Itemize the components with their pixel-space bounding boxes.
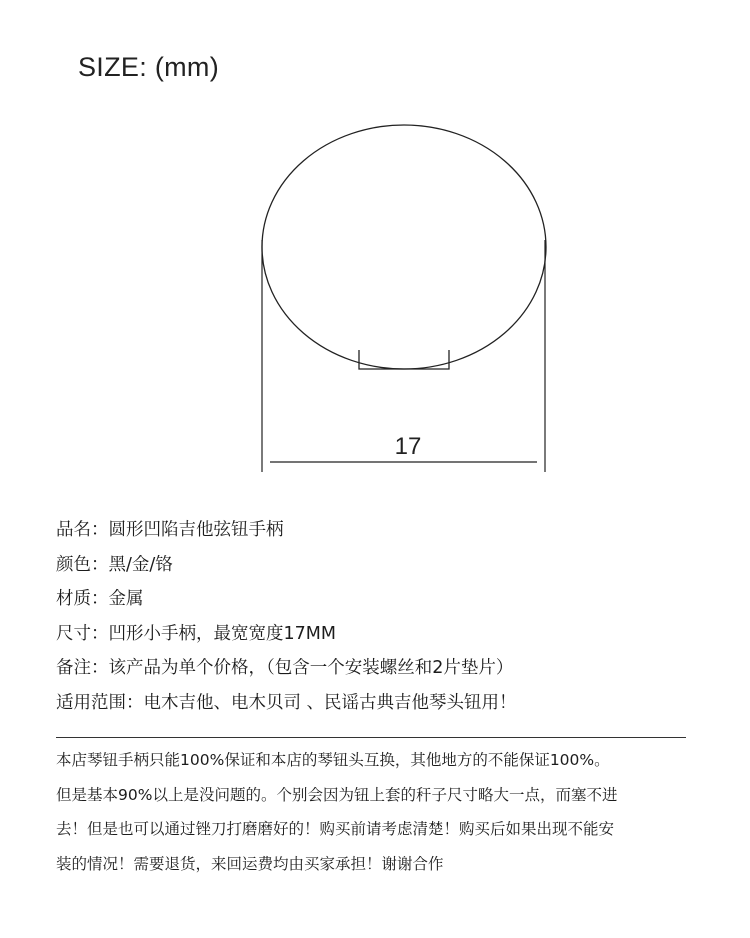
notice-line: 本店琴钮手柄只能100%保证和本店的琴钮头互换，其他地方的不能保证100%。 <box>56 751 610 769</box>
spec-remark: 备注：该产品为单个价格，（包含一个安装螺丝和2片垫片） <box>56 658 514 679</box>
spec-size: 尺寸：凹形小手柄，最宽宽度17MM <box>56 623 336 644</box>
size-label: SIZE: (mm) <box>78 52 219 82</box>
spec-list <box>56 516 517 724</box>
spec-material: 材质：金属 <box>56 589 144 610</box>
knob-outline <box>262 125 546 369</box>
notice-block <box>56 746 716 884</box>
spec-application: 适用范围：电木吉他、电木贝司 、民谣古典吉他琴头钮用！ <box>56 692 517 713</box>
notice-line: 装的情况！需要退货，来回运费均由买家承担！谢谢合作 <box>56 854 444 873</box>
notice-line: 但是基本90%以上是没问题的。个别会因为钮上套的秆子尺寸略大一点，而塞不进 <box>56 785 618 804</box>
spec-color: 颜色：黑/金/铬 <box>56 554 173 575</box>
divider <box>56 737 686 738</box>
spec-product-name: 品名：圆形凹陷吉他弦钮手柄 <box>56 520 284 540</box>
notice-line: 去！但是也可以通过锉刀打磨磨好的！购买前请考虑清楚！购买后如果出现不能安 <box>56 820 615 838</box>
width-dimension-value: 17 <box>394 433 422 460</box>
